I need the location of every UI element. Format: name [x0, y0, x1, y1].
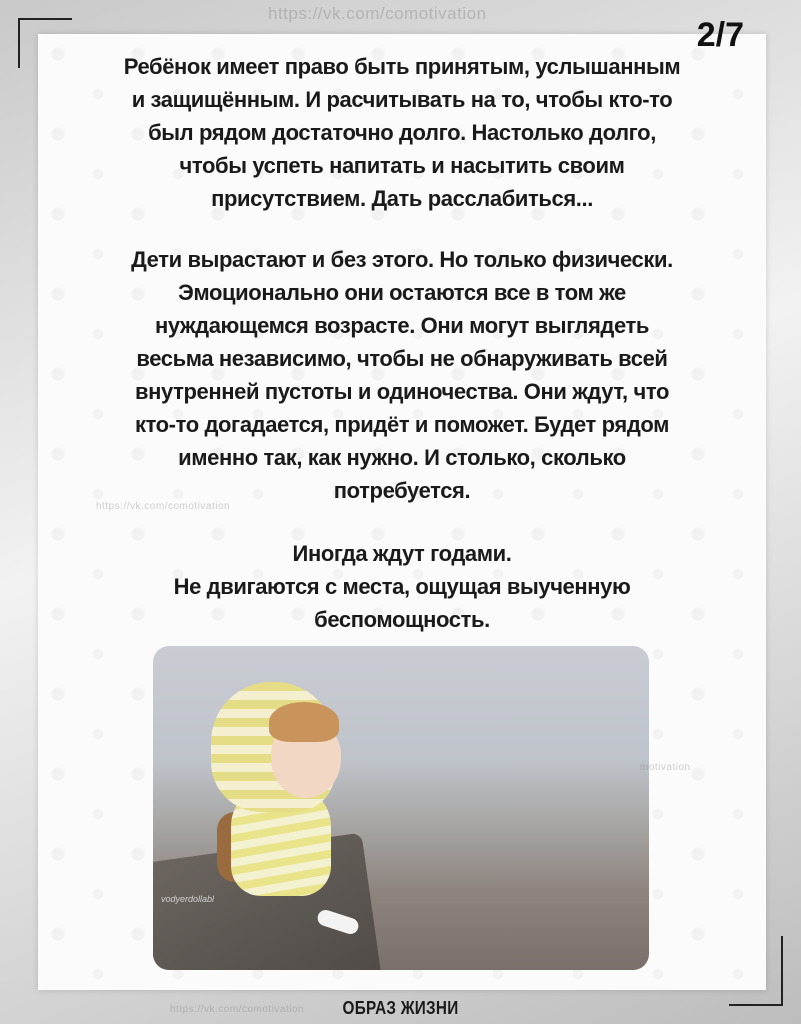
text-line: Ребёнок имеет право быть принятым, услышанным	[123, 54, 681, 79]
text-line: потребуется.	[333, 478, 471, 503]
page-indicator: 2/7	[696, 16, 744, 54]
text-line: кто-то догадается, придёт и поможет. Будет рядом	[134, 412, 670, 437]
text-line: Иногда ждут годами.	[292, 541, 512, 566]
text-line: весьма независимо, чтобы не обнаруживать всей	[136, 346, 668, 371]
photo-signature: vodyerdollabl	[161, 894, 215, 904]
text-line: внутренней пустоты и одиночества. Они ждут, что	[135, 379, 669, 404]
text-line: Не двигаются с места, ощущая выученную	[173, 574, 631, 599]
watermark-right: motivation	[640, 762, 691, 773]
watermark-bottom: https://vk.com/comotivation	[170, 1004, 305, 1015]
text-line: именно так, как нужно. И столько, сколько	[178, 445, 626, 470]
content-card	[38, 16, 766, 990]
paragraph-1	[48, 50, 756, 215]
watermark-middle: https://vk.com/comotivation	[96, 501, 231, 512]
text-line: и защищённым. И расчитывать на то, чтобы кто-то	[131, 87, 673, 112]
text-line: беспомощность.	[314, 607, 490, 632]
doll-photo	[153, 646, 649, 970]
doll-hair	[269, 702, 339, 742]
text-line: был рядом достаточно долго. Настолько долго,	[148, 120, 656, 145]
watermark-top: https://vk.com/comotivation	[268, 4, 487, 23]
paragraph-2	[48, 243, 756, 507]
footer-brand: ОБРАЗ ЖИЗНИ	[342, 998, 459, 1018]
text-line: присутствием. Дать расслабиться...	[211, 186, 593, 211]
text-line: Дети вырастают и без этого. Но только физически.	[131, 247, 673, 272]
paragraph-3	[48, 537, 756, 636]
text-line: чтобы успеть напитать и насытить своим	[179, 153, 625, 178]
text-line: Эмоционально они остаются все в том же	[178, 280, 626, 305]
text-line: нуждающемся возрасте. Они могут выглядеть	[154, 313, 650, 338]
